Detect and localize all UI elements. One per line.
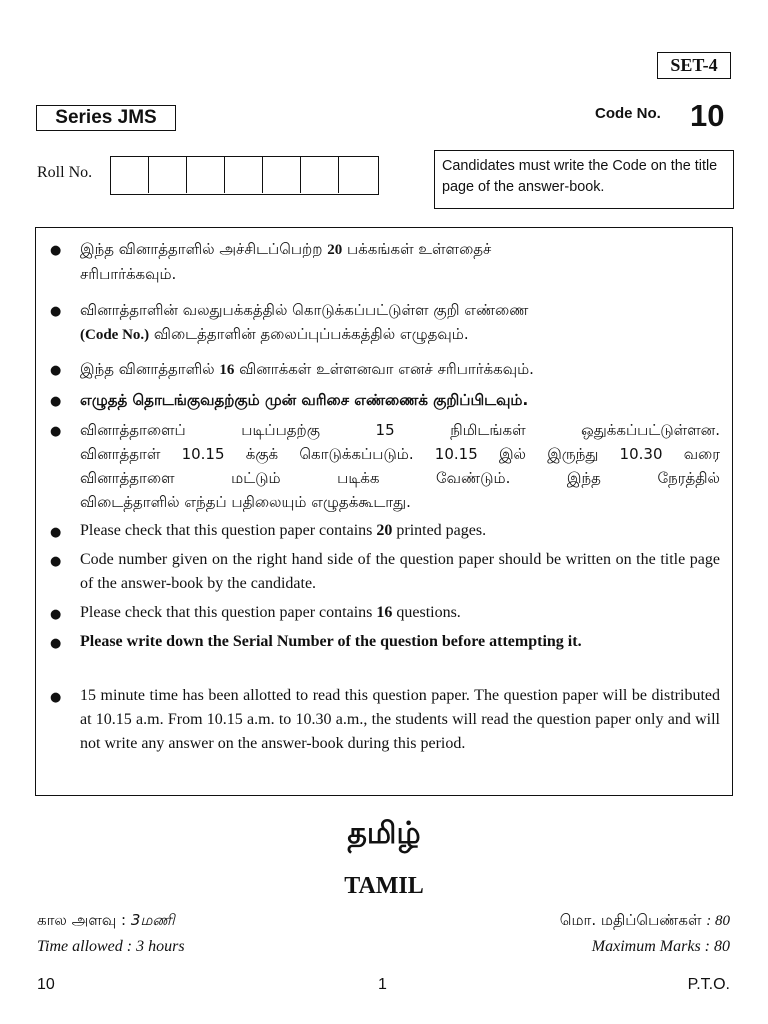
- instruction-text: எழுதத் தொடங்குவதற்கும் முன் வரிசை எண்ணைக் குறிப்பிடவும்.: [80, 391, 529, 409]
- series-label: Series JMS: [36, 105, 176, 131]
- instruction-text: 15 minute time has been allotted to read this question paper. The question paper will be distributed at 10.15 a.m. From 10.15 a.m. to 10.30 a.m., the students will read the question paper only and will not write any answer on the answer-book during this period.: [80, 687, 720, 752]
- instruction-text: Please check that this question paper contains 20 printed pages.: [80, 522, 487, 539]
- bullet-icon: ●: [50, 525, 62, 540]
- code-number-value: 10: [690, 98, 725, 133]
- instruction-text: வினாத்தாளின் வலதுபக்கத்தில் கொடுக்கப்பட்டுள்ள குறி எண்ணை (Code No.) விடைத்தாளின் தலைப்புப்பக்கத்தில் எழுதவும்.: [80, 301, 529, 343]
- roll-number-cell: [149, 157, 187, 193]
- bullet-icon: ●: [50, 554, 62, 569]
- bullet-icon: ●: [50, 363, 62, 378]
- footer-code: 10: [37, 976, 55, 993]
- instruction-text: Code number given on the right hand side of the question paper should be written on the title page of the answer-book by the candidate.: [80, 551, 720, 592]
- roll-number-boxes: [110, 156, 379, 195]
- roll-number-cell: [187, 157, 225, 193]
- instruction-text: இந்த வினாத்தாளில் அச்சிடப்பெற்ற 20 பக்கங்கள் உள்ளதைச் சரிபார்க்கவும்.: [80, 240, 492, 283]
- maximum-marks-english: Maximum Marks : 80: [591, 938, 730, 955]
- roll-number-cell: [339, 157, 378, 193]
- maximum-marks-tamil: மொ. மதிப்பெண்கள் : 80: [559, 911, 730, 929]
- code-number-label: Code No.: [595, 105, 661, 122]
- roll-number-cell: [301, 157, 339, 193]
- page-number: 1: [378, 976, 387, 993]
- bullet-icon: ●: [50, 607, 62, 622]
- subject-title-english: TAMIL: [344, 873, 424, 899]
- set-number-label: SET-4: [657, 52, 731, 79]
- roll-number-cell: [263, 157, 301, 193]
- instructions-box: [35, 227, 733, 796]
- subject-title-tamil: தமிழ்: [347, 816, 421, 851]
- time-allowed-english: Time allowed : 3 hours: [37, 938, 185, 955]
- time-allowed-tamil: கால அளவு : 3மணி: [37, 911, 175, 929]
- bullet-icon: ●: [50, 690, 62, 705]
- instruction-text: Please write down the Serial Number of the question before attempting it.: [80, 633, 582, 650]
- roll-number-cell: [225, 157, 263, 193]
- bullet-icon: ●: [50, 394, 62, 409]
- bullet-icon: ●: [50, 243, 62, 258]
- instruction-text: இந்த வினாத்தாளில் 16 வினாக்கள் உள்ளனவா எனச் சரிபார்க்கவும்.: [80, 360, 534, 378]
- bullet-icon: ●: [50, 424, 62, 439]
- candidates-note-text: Candidates must write the Code on the title page of the answer-book.: [442, 158, 718, 195]
- bullet-icon: ●: [50, 304, 62, 319]
- instruction-text: வினாத்தாளைப் படிப்பதற்கு 15 நிமிடங்கள் ஒதுக்கப்பட்டுள்ளன. வினாத்தாள் 10.15 க்குக் கொடுக்கப்படும். 10.15 இல் இருந்து 10.30 வரை வினாத்தாளை மட்டும் படிக்க வேண்டும். இந்த நேரத்தில் விடைத்தாளில் எந்தப் பதிலையும் எழுதக்கூடாது.: [80, 421, 720, 511]
- please-turn-over: P.T.O.: [687, 976, 730, 993]
- candidates-note-box: [434, 150, 734, 209]
- bullet-icon: ●: [50, 636, 62, 651]
- roll-number-label: Roll No.: [37, 164, 93, 181]
- roll-number-cell: [111, 157, 149, 193]
- instruction-text: Please check that this question paper contains 16 questions.: [80, 604, 461, 621]
